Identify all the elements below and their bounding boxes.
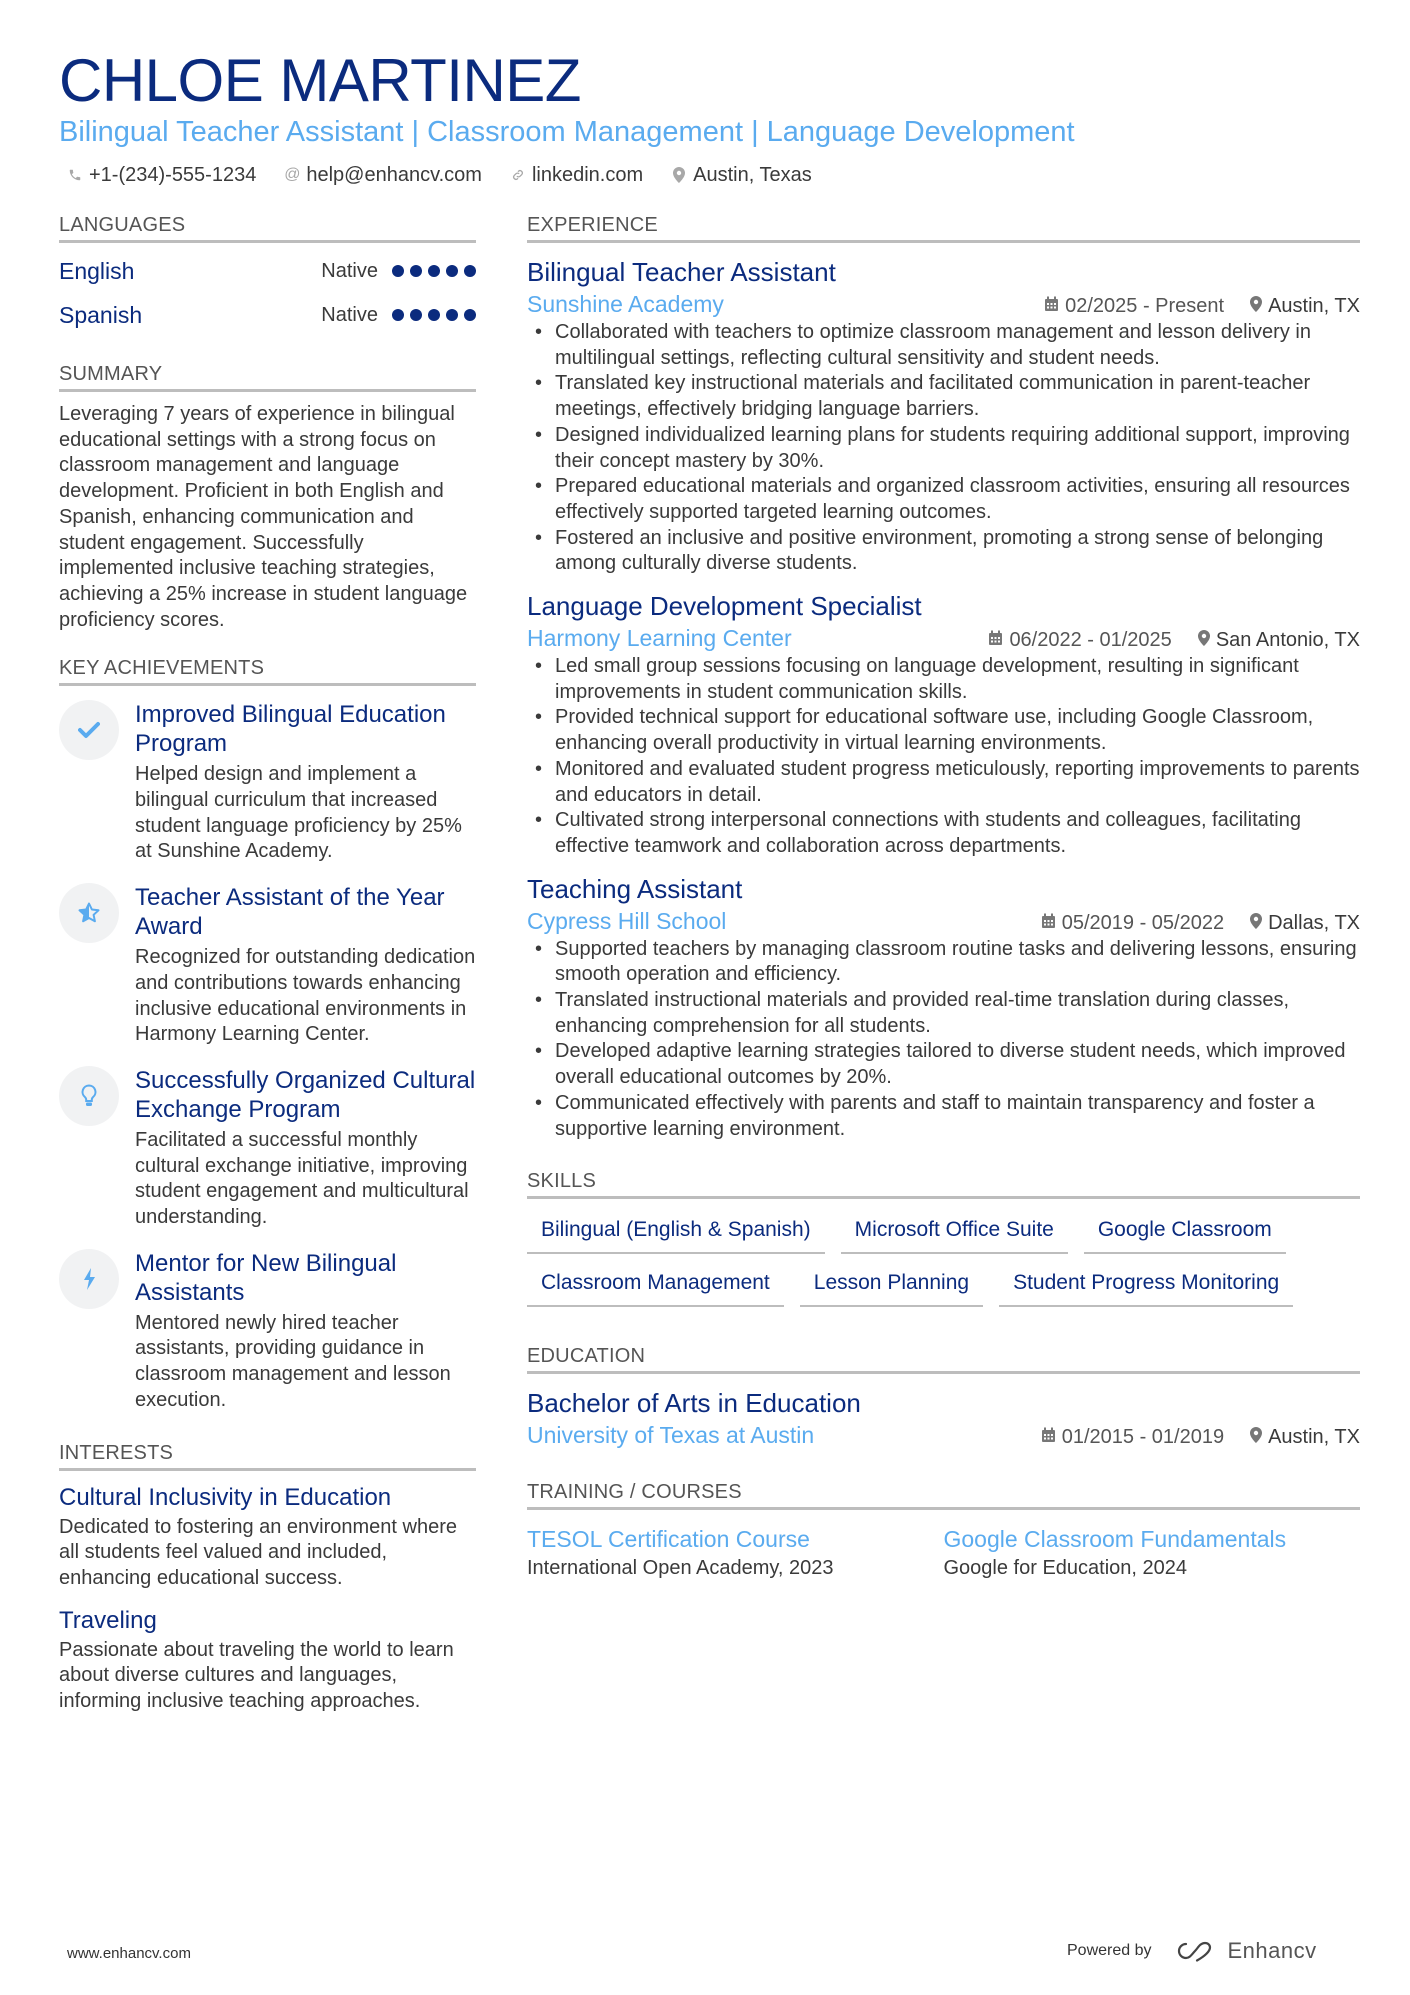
enhancv-logo[interactable]: [1172, 1938, 1317, 1964]
interest-title: Cultural Inclusivity in Education: [59, 1483, 392, 1511]
dot-icon: [446, 265, 458, 277]
star-icon: [59, 883, 119, 943]
bullet-item: • Collaborated with teachers to optimize classroom management and lesson delivery in multilingual settings, reflecting cultural sensitivity and student needs.: [527, 320, 1360, 371]
achievement-description: Facilitated a successful monthly cultural exchange initiative, improving student engagement and multicultural understanding.: [135, 1128, 469, 1229]
job-location: [1250, 912, 1360, 935]
contact-location: [671, 162, 812, 188]
bullet-item: • Led small group sessions focusing on language development, resulting in significant improvements in student communication skills.: [527, 654, 1360, 705]
section-title-education: EDUCATION: [527, 1343, 1360, 1374]
summary-text: Leveraging 7 years of experience in bilingual educational settings with a strong focus on classroom management and language development. Proficient in both English and Spanish, enhancing communication and student engagement. Successfully implemented inclusive teaching strategies, achieving a 25% increase in student language proficiency scores.: [59, 403, 468, 631]
skill-tag: Microsoft Office Suite: [841, 1217, 1068, 1254]
job-location: [1250, 295, 1360, 318]
job-bullets: [527, 937, 1360, 1143]
skill-tag: Bilingual (English & Spanish): [527, 1217, 825, 1254]
bullet-item: • Cultivated strong interpersonal connections with students and colleagues, facilitating effective teamwork and collaboration across departments.: [527, 808, 1360, 859]
course-title: Google Classroom Fundamentals: [943, 1526, 1287, 1553]
contact-linkedin[interactable]: [510, 162, 643, 188]
contact-email-text: help@enhancv.com: [306, 164, 482, 186]
course-provider: International Open Academy, 2023: [527, 1557, 834, 1580]
section-title-achievements: KEY ACHIEVEMENTS: [59, 655, 476, 686]
job-dates: [1044, 295, 1224, 318]
interest-title: Traveling: [59, 1606, 157, 1634]
language-item: [59, 293, 476, 337]
bullet-item: • Designed individualized learning plans for students requiring additional support, improving their concept mastery by 30%.: [527, 423, 1360, 474]
job-dates-text: 06/2022 - 01/2025: [1009, 629, 1172, 652]
proficiency-dots: [392, 265, 476, 277]
achievement-description: Recognized for outstanding dedication and contributions towards enhancing inclusive educational environments in Harmony Learning Center.: [135, 946, 476, 1046]
bullet-item: • Provided technical support for educational software use, including Google Classroom, enhancing overall productivity in virtual learning environments.: [527, 705, 1360, 756]
bullet-item: • Translated instructional materials and provided real-time translation during classes, enhancing comprehension for all students.: [527, 988, 1360, 1039]
training-list: [527, 1524, 1360, 1582]
language-level: Native: [321, 303, 378, 326]
job-dates-text: 05/2019 - 05/2022: [1061, 911, 1225, 934]
job-meta: [527, 625, 1360, 652]
bullet-item: • Developed adaptive learning strategies tailored to diverse student needs, which improved overall educational outcomes by 20%.: [527, 1039, 1360, 1090]
job-title: Language Development Specialist: [527, 591, 922, 622]
job-entry: [527, 872, 1360, 1143]
section-title-languages: LANGUAGES: [59, 212, 476, 243]
company-name: Sunshine Academy: [527, 291, 724, 317]
job-title: Bilingual Teacher Assistant: [527, 257, 836, 287]
achievement-item: [59, 1066, 476, 1231]
bullet-item: • Communicated effectively with parents and staff to maintain transparency and foster a supportive learning environment.: [527, 1091, 1360, 1142]
dot-icon: [464, 309, 476, 321]
contact-phone-text: +1-(234)-555-1234: [89, 164, 257, 186]
job-meta: [527, 291, 1360, 318]
location-pin-icon: [671, 167, 687, 183]
resume-header: [59, 48, 1359, 188]
dot-icon: [392, 265, 404, 277]
location-pin-icon: [1250, 296, 1262, 317]
contact-location-text: Austin, Texas: [693, 164, 812, 186]
at-icon: @: [284, 166, 301, 183]
skill-tag: Google Classroom: [1084, 1217, 1286, 1254]
lightning-bolt-icon: [59, 1249, 119, 1309]
dot-icon: [428, 309, 440, 321]
interest-description: Dedicated to fostering an environment where all students feel valued and included, enhancing educational success.: [59, 1515, 458, 1589]
location-pin-icon: [1198, 630, 1210, 651]
education-location: [1250, 1426, 1360, 1449]
contact-bar: [59, 162, 1359, 188]
section-title-interests: INTERESTS: [59, 1440, 476, 1471]
achievement-item: [59, 1249, 476, 1414]
calendar-icon: [988, 630, 1003, 651]
calendar-icon: [1041, 1427, 1056, 1448]
footer-website[interactable]: www.enhancv.com: [67, 1945, 191, 1962]
language-level: Native: [321, 259, 378, 282]
dot-icon: [464, 265, 476, 277]
education-location-text: Austin, TX: [1268, 1426, 1360, 1449]
job-dates: [1041, 912, 1224, 935]
interest-description: Passionate about traveling the world to learn about diverse cultures and languages, informing inclusive teaching approaches.: [59, 1638, 454, 1713]
checkmark-icon: [59, 700, 119, 760]
job-location-text: Dallas, TX: [1268, 911, 1360, 934]
dot-icon: [446, 309, 458, 321]
education-meta: [527, 1422, 1360, 1449]
degree-title: Bachelor of Arts in Education: [527, 1388, 861, 1419]
link-icon: [510, 168, 526, 182]
education-section: [527, 1343, 1360, 1449]
achievement-title: Mentor for New Bilingual Assistants: [135, 1249, 397, 1306]
proficiency-dots: [392, 309, 476, 321]
job-bullets: [527, 320, 1360, 577]
achievement-title: Improved Bilingual Education Program: [135, 701, 446, 758]
company-name: Harmony Learning Center: [527, 625, 792, 652]
company-name: Cypress Hill School: [527, 907, 727, 934]
dot-icon: [428, 265, 440, 277]
candidate-name: CHLOE MARTINEZ: [59, 47, 581, 114]
powered-by-label: Powered by: [1067, 1942, 1152, 1959]
interests-section: [59, 1440, 476, 1715]
achievement-title: Teacher Assistant of the Year Award: [135, 884, 445, 941]
contact-phone: [67, 162, 256, 188]
course-provider: Google for Education, 2024: [943, 1557, 1188, 1580]
course-item: [527, 1524, 944, 1582]
job-entry: [527, 589, 1360, 860]
achievement-description: Mentored newly hired teacher assistants, providing guidance in classroom management and lesson execution.: [135, 1311, 451, 1411]
bullet-item: • Translated key instructional materials and facilitated communication in parent-teacher meetings, effectively bridging language barriers.: [527, 371, 1360, 422]
skill-tag: Classroom Management: [527, 1270, 784, 1307]
footer-branding: [1067, 1938, 1317, 1964]
job-bullets: [527, 654, 1360, 860]
dot-icon: [392, 309, 404, 321]
achievement-description: Helped design and implement a bilingual curriculum that increased student language proficiency by 25% at Sunshine Academy.: [135, 763, 462, 863]
job-dates-text: 02/2025 - Present: [1065, 295, 1225, 317]
brand-name: Enhancv: [1227, 1938, 1317, 1963]
job-dates: [988, 629, 1171, 652]
section-title-summary: SUMMARY: [59, 361, 476, 392]
achievement-item: [59, 700, 476, 865]
job-location-text: Austin, TX: [1268, 295, 1360, 317]
language-name: Spanish: [59, 301, 143, 328]
section-title-skills: SKILLS: [527, 1168, 1360, 1199]
dot-icon: [410, 265, 422, 277]
bullet-item: • Supported teachers by managing classroom routine tasks and delivering lessons, ensuring smooth operation and efficiency.: [527, 937, 1360, 988]
phone-icon: [67, 168, 83, 182]
skill-tag: Lesson Planning: [800, 1270, 983, 1307]
education-dates: [1041, 1426, 1224, 1449]
job-title: Teaching Assistant: [527, 873, 743, 904]
left-column: [59, 212, 476, 1733]
summary-section: [59, 361, 476, 633]
language-item: [59, 249, 476, 293]
calendar-icon: [1041, 913, 1056, 934]
achievements-section: [59, 655, 476, 1413]
contact-linkedin-text: linkedin.com: [531, 164, 644, 186]
education-dates-text: 01/2015 - 01/2019: [1061, 1426, 1225, 1449]
bullet-item: • Monitored and evaluated student progress meticulously, reporting improvements to parents and educators in detail.: [527, 757, 1360, 808]
school-name: University of Texas at Austin: [527, 1422, 815, 1449]
dot-icon: [410, 309, 422, 321]
lightbulb-icon: [59, 1066, 119, 1126]
right-column: [527, 212, 1360, 1600]
languages-section: [59, 212, 476, 337]
bullet-item: • Prepared educational materials and organized classroom activities, ensuring all resources effectively supported targeted learning outcomes.: [527, 474, 1360, 525]
skills-list: [527, 1217, 1360, 1307]
experience-section: [527, 212, 1360, 1142]
skills-section: [527, 1168, 1360, 1307]
job-location: [1198, 629, 1360, 652]
enhancv-logo-icon: [1172, 1939, 1218, 1963]
skill-tag: Student Progress Monitoring: [999, 1270, 1293, 1307]
job-location-text: San Antonio, TX: [1215, 629, 1360, 652]
job-meta: [527, 908, 1360, 935]
course-title: TESOL Certification Course: [527, 1526, 810, 1553]
location-pin-icon: [1250, 913, 1262, 934]
training-section: [527, 1479, 1360, 1582]
section-title-experience: EXPERIENCE: [527, 212, 1360, 243]
achievement-title: Successfully Organized Cultural Exchange Program: [135, 1066, 476, 1123]
achievement-item: [59, 883, 476, 1048]
contact-email[interactable]: [284, 162, 482, 188]
course-item: [944, 1524, 1361, 1582]
job-entry: [527, 255, 1360, 577]
candidate-headline: Bilingual Teacher Assistant | Classroom Management | Language Development: [59, 116, 1075, 148]
location-pin-icon: [1250, 1427, 1262, 1448]
section-title-training: TRAINING / COURSES: [527, 1479, 1360, 1510]
bullet-item: • Fostered an inclusive and positive environment, promoting a strong sense of belonging among culturally diverse students.: [527, 526, 1360, 577]
calendar-icon: [1044, 296, 1059, 317]
language-name: English: [59, 257, 135, 284]
